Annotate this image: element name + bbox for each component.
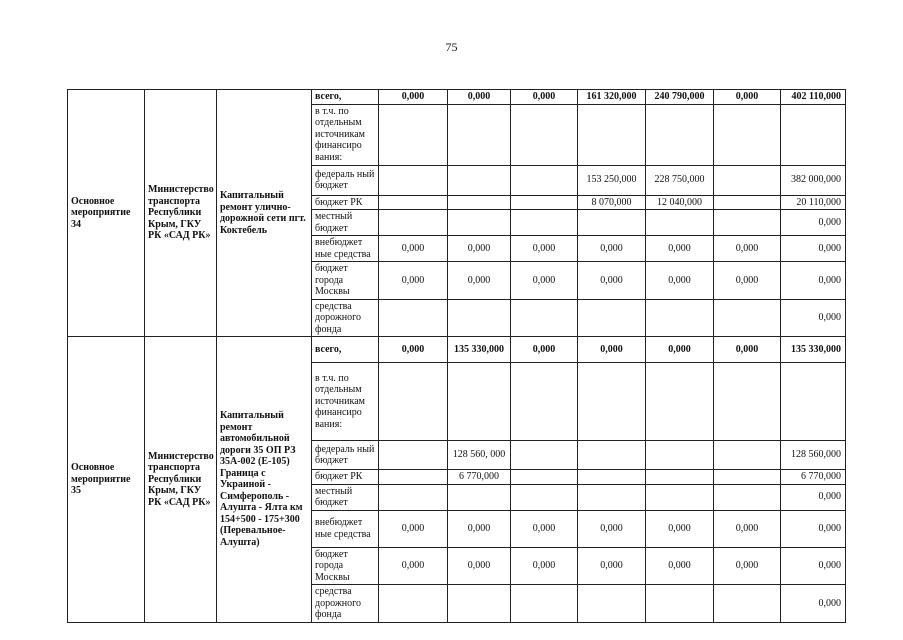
value-cell	[578, 363, 646, 441]
funding-source-cell: бюджет города Москвы	[312, 262, 379, 300]
value-cell	[646, 484, 714, 510]
funding-source-cell: федераль ный бюджет	[312, 165, 379, 195]
value-cell	[781, 363, 846, 441]
value-cell	[714, 104, 781, 165]
value-cell	[379, 299, 448, 337]
value-cell	[448, 210, 511, 236]
name-cell: Капитальный ремонт автомобильной дороги 35 ОП РЗ 35А-002 (Е-105) Граница с Украиной - Симферополь - Алушта - Ялта км 154+500 - 175+300 (Перевальное-Алушта)	[217, 337, 312, 623]
value-cell: 12 040,000	[646, 195, 714, 210]
funding-source-cell: всего,	[312, 337, 379, 363]
total-row	[68, 337, 846, 363]
value-cell: 0,000	[714, 337, 781, 363]
value-cell: 0,000	[511, 262, 578, 300]
value-cell	[379, 165, 448, 195]
value-cell: 0,000	[781, 236, 846, 262]
executor-cell: Министерство транспорта Республики Крым, ГКУ РК «САД РК»	[145, 90, 217, 337]
value-cell	[448, 484, 511, 510]
value-cell: 0,000	[578, 547, 646, 585]
funding-source-cell: бюджет города Москвы	[312, 547, 379, 585]
value-cell	[646, 441, 714, 470]
value-cell: 20 110,000	[781, 195, 846, 210]
value-cell: 128 560,000	[781, 441, 846, 470]
funding-source-cell: внебюджет ные средства	[312, 510, 379, 547]
value-cell: 0,000	[578, 236, 646, 262]
value-cell: 0,000	[379, 236, 448, 262]
value-cell: 0,000	[781, 484, 846, 510]
value-cell: 0,000	[448, 90, 511, 105]
value-cell	[714, 210, 781, 236]
value-cell	[379, 210, 448, 236]
value-cell	[379, 441, 448, 470]
value-cell	[646, 210, 714, 236]
value-cell	[578, 210, 646, 236]
value-cell: 0,000	[379, 262, 448, 300]
value-cell: 0,000	[448, 236, 511, 262]
value-cell	[448, 195, 511, 210]
value-cell: 0,000	[511, 337, 578, 363]
value-cell	[714, 363, 781, 441]
value-cell: 228 750,000	[646, 165, 714, 195]
value-cell	[379, 484, 448, 510]
value-cell	[714, 585, 781, 623]
value-cell: 161 320,000	[578, 90, 646, 105]
table-body	[68, 90, 846, 623]
value-cell	[448, 299, 511, 337]
value-cell: 0,000	[578, 510, 646, 547]
funding-source-cell: местный бюджет	[312, 484, 379, 510]
value-cell: 0,000	[511, 236, 578, 262]
funding-source-cell: в т.ч. по отдельным источникам финансиро вания:	[312, 363, 379, 441]
value-cell: 0,000	[646, 337, 714, 363]
value-cell	[511, 363, 578, 441]
value-cell: 0,000	[714, 510, 781, 547]
value-cell: 0,000	[448, 547, 511, 585]
value-cell	[578, 470, 646, 485]
funding-source-cell: в т.ч. по отдельным источникам финансиро вания:	[312, 104, 379, 165]
value-cell: 0,000	[781, 510, 846, 547]
value-cell	[646, 585, 714, 623]
value-cell	[646, 470, 714, 485]
value-cell: 0,000	[781, 210, 846, 236]
value-cell	[578, 585, 646, 623]
value-cell	[511, 441, 578, 470]
value-cell: 0,000	[646, 262, 714, 300]
funding-source-cell: местный бюджет	[312, 210, 379, 236]
value-cell	[379, 363, 448, 441]
value-cell: 0,000	[578, 262, 646, 300]
value-cell: 402 110,000	[781, 90, 846, 105]
funding-source-cell: федераль ный бюджет	[312, 441, 379, 470]
value-cell: 0,000	[379, 90, 448, 105]
name-cell: Капитальный ремонт улично-дорожной сети пгт. Коктебель	[217, 90, 312, 337]
funding-source-cell: средства дорожного фонда	[312, 299, 379, 337]
value-cell: 0,000	[646, 236, 714, 262]
value-cell: 0,000	[578, 337, 646, 363]
executor-cell: Министерство транспорта Республики Крым, ГКУ РК «САД РК»	[145, 337, 217, 623]
value-cell: 0,000	[781, 547, 846, 585]
value-cell	[646, 299, 714, 337]
value-cell: 153 250,000	[578, 165, 646, 195]
value-cell	[511, 484, 578, 510]
value-cell	[646, 363, 714, 441]
value-cell: 128 560, 000	[448, 441, 511, 470]
value-cell	[578, 484, 646, 510]
value-cell	[448, 165, 511, 195]
value-cell: 382 000,000	[781, 165, 846, 195]
value-cell: 135 330,000	[448, 337, 511, 363]
event-cell: Основное мероприятие 34	[68, 90, 145, 337]
value-cell: 0,000	[379, 547, 448, 585]
value-cell: 0,000	[511, 547, 578, 585]
value-cell: 0,000	[714, 262, 781, 300]
value-cell: 0,000	[379, 337, 448, 363]
value-cell: 0,000	[781, 262, 846, 300]
value-cell: 0,000	[511, 90, 578, 105]
value-cell	[714, 299, 781, 337]
value-cell	[511, 104, 578, 165]
value-cell	[448, 585, 511, 623]
value-cell: 0,000	[714, 236, 781, 262]
value-cell: 135 330,000	[781, 337, 846, 363]
value-cell	[714, 470, 781, 485]
value-cell: 0,000	[379, 510, 448, 547]
value-cell	[781, 104, 846, 165]
value-cell	[714, 484, 781, 510]
event-cell: Основное мероприятие 35	[68, 337, 145, 623]
value-cell	[714, 195, 781, 210]
total-row	[68, 90, 846, 105]
value-cell: 0,000	[646, 547, 714, 585]
value-cell	[379, 104, 448, 165]
value-cell	[714, 165, 781, 195]
value-cell	[511, 585, 578, 623]
value-cell	[646, 104, 714, 165]
value-cell	[511, 195, 578, 210]
funding-source-cell: средства дорожного фонда	[312, 585, 379, 623]
value-cell	[511, 299, 578, 337]
value-cell: 0,000	[714, 90, 781, 105]
value-cell	[714, 441, 781, 470]
value-cell	[578, 441, 646, 470]
value-cell: 0,000	[781, 585, 846, 623]
value-cell	[511, 165, 578, 195]
value-cell	[448, 104, 511, 165]
value-cell	[448, 363, 511, 441]
value-cell: 8 070,000	[578, 195, 646, 210]
value-cell	[578, 299, 646, 337]
value-cell: 0,000	[781, 299, 846, 337]
value-cell	[511, 210, 578, 236]
value-cell: 0,000	[448, 510, 511, 547]
value-cell	[578, 104, 646, 165]
funding-source-cell: бюджет РК	[312, 195, 379, 210]
value-cell: 6 770,000	[781, 470, 846, 485]
value-cell	[379, 195, 448, 210]
value-cell: 0,000	[448, 262, 511, 300]
value-cell: 0,000	[714, 547, 781, 585]
value-cell: 0,000	[646, 510, 714, 547]
page-number: 75	[445, 40, 458, 54]
funding-source-cell: бюджет РК	[312, 470, 379, 485]
budget-table	[67, 89, 846, 623]
value-cell	[379, 470, 448, 485]
value-cell: 6 770,000	[448, 470, 511, 485]
value-cell	[511, 470, 578, 485]
funding-source-cell: внебюджет ные средства	[312, 236, 379, 262]
value-cell: 240 790,000	[646, 90, 714, 105]
funding-source-cell: всего,	[312, 90, 379, 105]
value-cell	[379, 585, 448, 623]
value-cell: 0,000	[511, 510, 578, 547]
